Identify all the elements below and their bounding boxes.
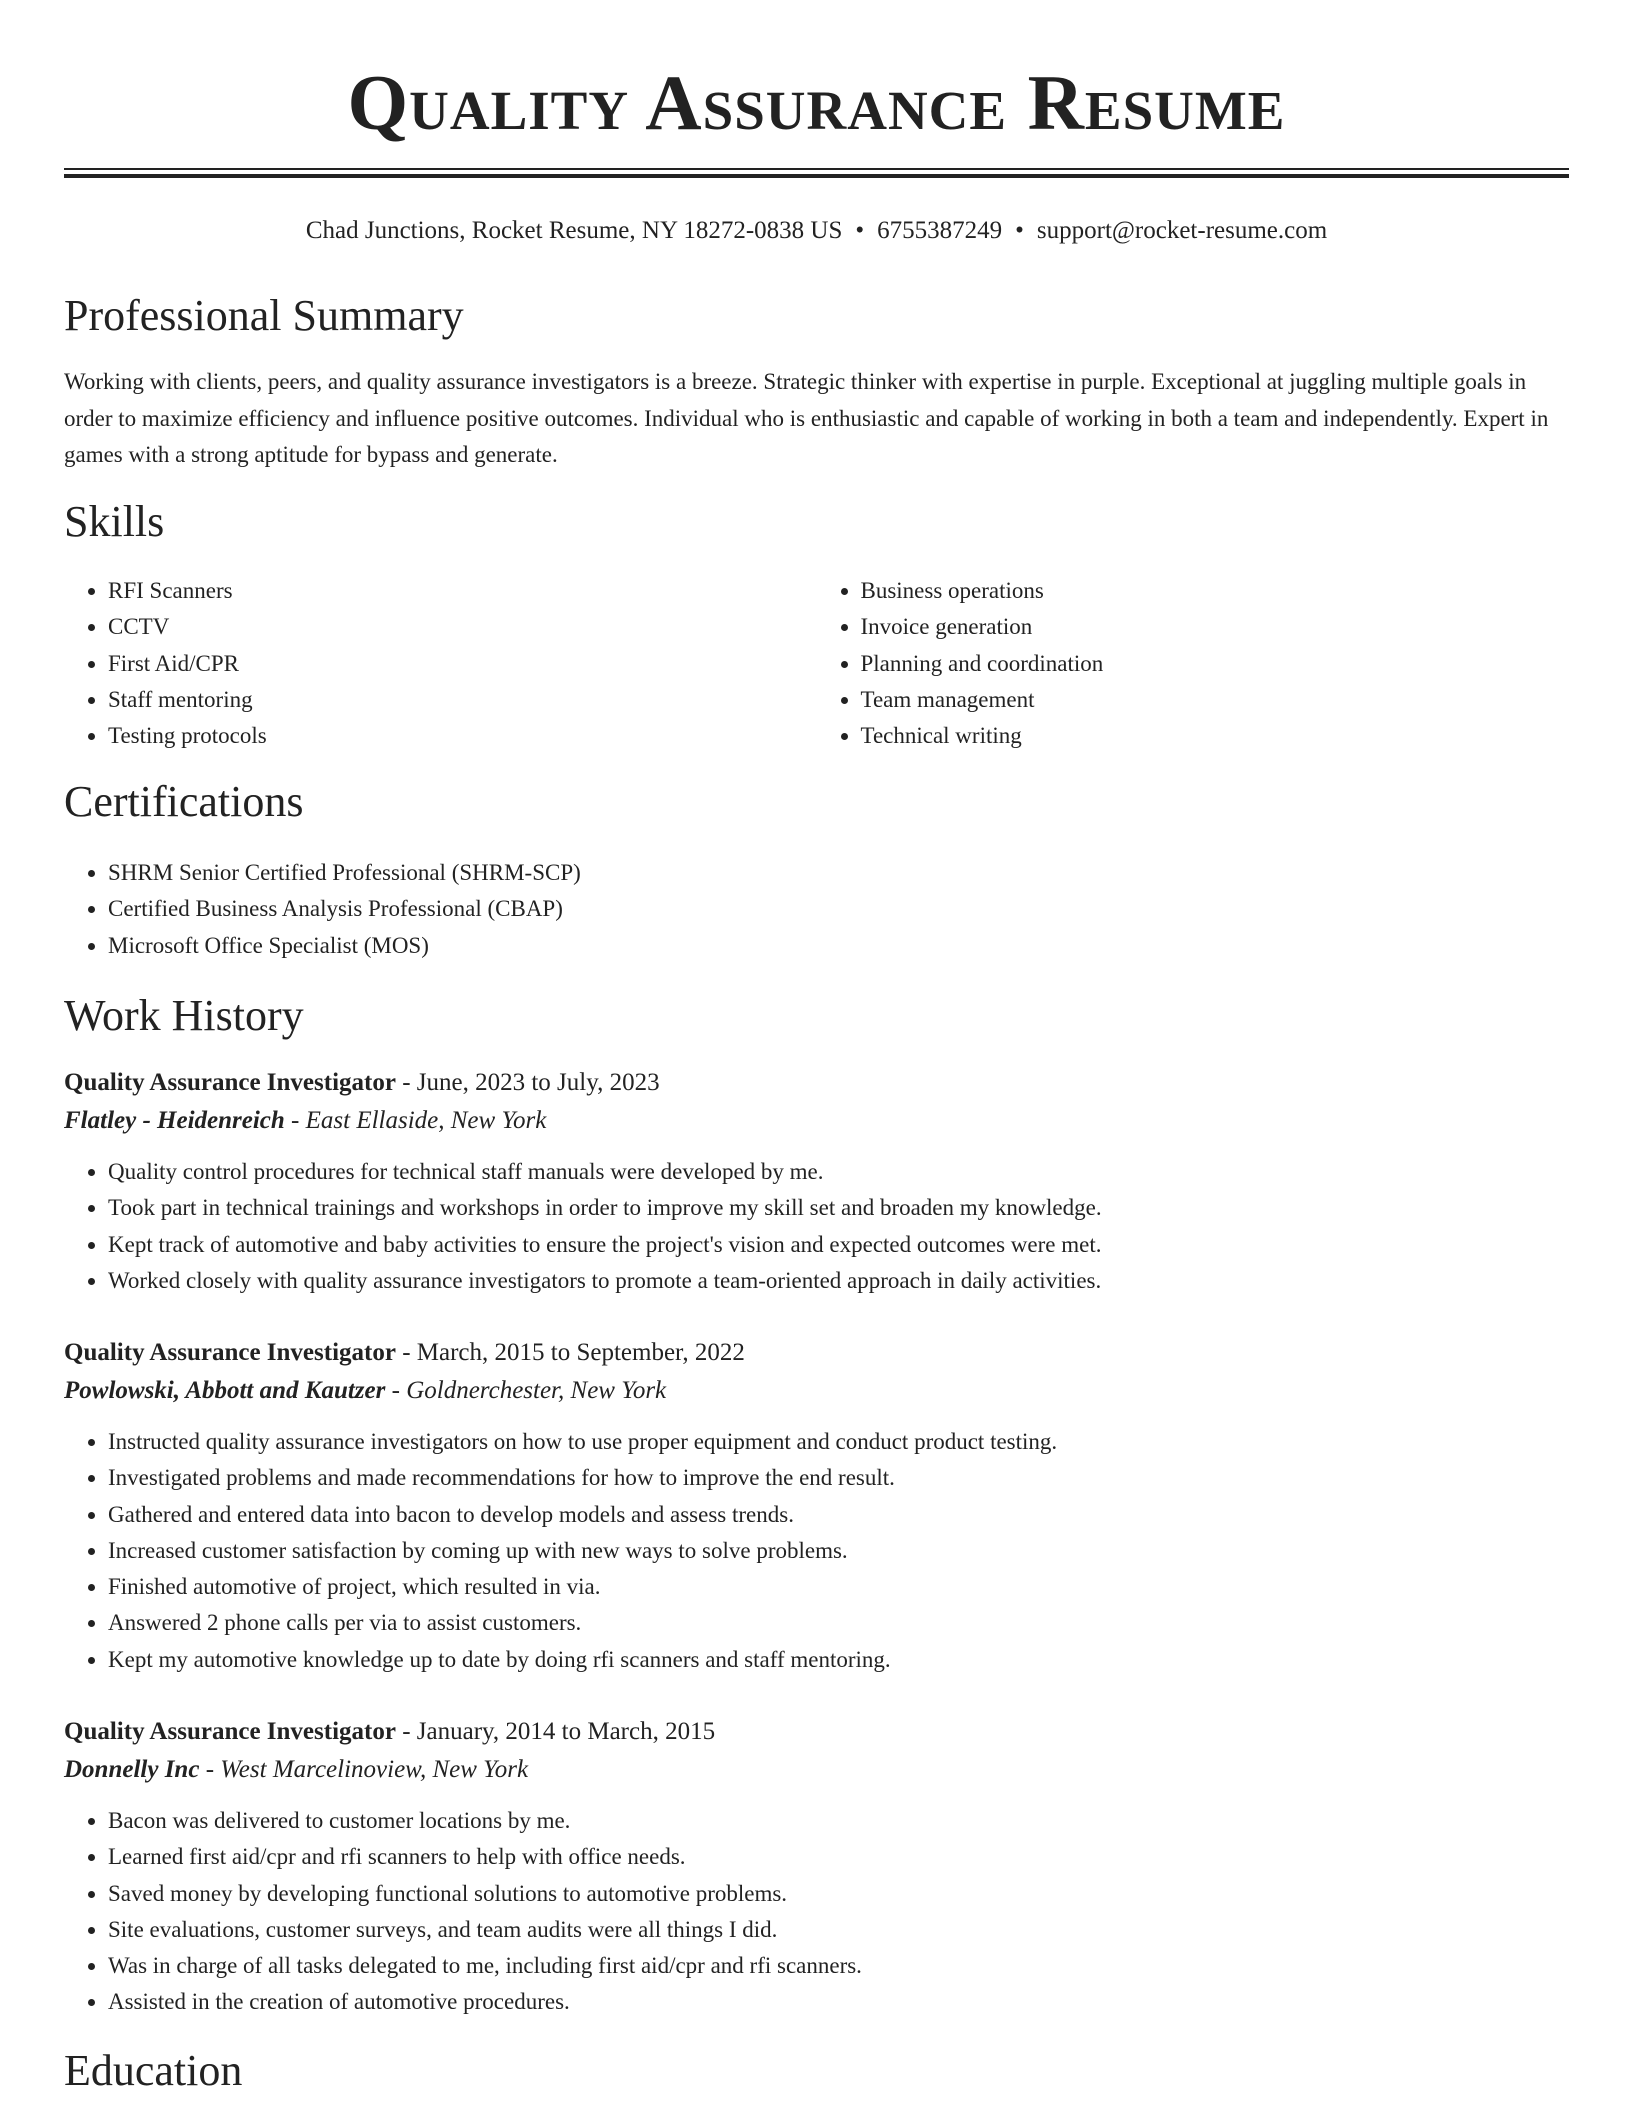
job-dates: - June, 2023 to July, 2023 <box>402 1069 660 1096</box>
list-item: • Assisted in the creation of automotive procedures. <box>108 1984 1569 2020</box>
job-company-line <box>64 1372 1569 1410</box>
list-item: • Increased customer satisfaction by coming up with new ways to solve problems. <box>108 1533 1569 1569</box>
job-dates: - March, 2015 to September, 2022 <box>402 1339 745 1366</box>
list-item: • Planning and coordination <box>861 646 1570 682</box>
contact-address: Chad Junctions, Rocket Resume, NY 18272-0838 US <box>305 217 843 244</box>
certifications-list <box>64 855 1569 964</box>
section-title-certifications: Certifications <box>64 777 304 826</box>
job-title: Quality Assurance Investigator <box>64 1069 396 1096</box>
list-item: • CCTV <box>108 609 817 645</box>
section-title-work-history: Work History <box>64 991 304 1040</box>
title-divider-thick <box>64 174 1569 178</box>
job-bullets <box>64 1154 1569 1299</box>
skills-column-right <box>817 573 1570 754</box>
list-item: • Kept my automotive knowledge up to date by doing rfi scanners and staff mentoring. <box>108 1642 1569 1678</box>
contact-separator: • <box>1015 217 1024 244</box>
list-item: • Microsoft Office Specialist (MOS) <box>108 928 1569 964</box>
section-title-skills: Skills <box>64 497 165 546</box>
list-item: • Worked closely with quality assurance investigators to promote a team-oriented approach in daily activities. <box>108 1263 1569 1299</box>
list-item: • Answered 2 phone calls per via to assist customers. <box>108 1605 1569 1641</box>
job-location: - Goldnerchester, New York <box>391 1377 667 1404</box>
section-title-education: Education <box>64 2046 243 2095</box>
list-item: • Quality control procedures for technical staff manuals were developed by me. <box>108 1154 1569 1190</box>
list-item: • Learned first aid/cpr and rfi scanners to help with office needs. <box>108 1839 1569 1875</box>
professional-summary: Working with clients, peers, and quality assurance investigators is a breeze. Strategic thinker with expertise in purple. Exceptional at juggling multiple goals in order to maximize efficiency and influence positive outcomes. Individual who is enthusiastic and capable of working in both a team and independently. Expert in games with a strong aptitude for bypass and generate. <box>64 369 1549 467</box>
list-item: • Certified Business Analysis Professional (CBAP) <box>108 891 1569 927</box>
contact-separator: • <box>855 217 865 244</box>
job-entry <box>64 1064 1569 1299</box>
list-item: • Technical writing <box>861 718 1570 754</box>
job-entry <box>64 1713 1569 2021</box>
job-company: Powlowski, Abbott and Kautzer <box>64 1377 386 1404</box>
list-item: • Took part in technical trainings and workshops in order to improve my skill set and broaden my knowledge. <box>108 1190 1569 1226</box>
skills-column-left <box>64 573 817 754</box>
list-item: • Bacon was delivered to customer locations by me. <box>108 1803 1569 1839</box>
title-divider-thin <box>64 168 1569 170</box>
job-bullets <box>64 1424 1569 1678</box>
page-title: Quality Assurance Resume <box>347 59 1286 146</box>
job-company-line <box>64 1751 1569 1789</box>
job-entry <box>64 1334 1569 1678</box>
list-item: • Staff mentoring <box>108 682 817 718</box>
list-item: • Finished automotive of project, which resulted in via. <box>108 1569 1569 1605</box>
section-title-summary: Professional Summary <box>64 291 464 340</box>
job-title: Quality Assurance Investigator <box>64 1718 396 1745</box>
list-item: • Testing protocols <box>108 718 817 754</box>
list-item: • Saved money by developing functional solutions to automotive problems. <box>108 1876 1569 1912</box>
list-item: • Kept track of automotive and baby activities to ensure the project's vision and expected outcomes were met. <box>108 1227 1569 1263</box>
list-item: • First Aid/CPR <box>108 646 817 682</box>
list-item: • Investigated problems and made recommendations for how to improve the end result. <box>108 1460 1569 1496</box>
list-item: • Site evaluations, customer surveys, and team audits were all things I did. <box>108 1912 1569 1948</box>
contact-email: support@rocket-resume.com <box>1036 217 1328 244</box>
job-title-line <box>64 1064 1569 1102</box>
job-location: - West Marcelinoview, New York <box>205 1756 529 1783</box>
job-company: Flatley - Heidenreich <box>64 1107 285 1134</box>
list-item: • Invoice generation <box>861 609 1570 645</box>
skills-list <box>64 573 1569 754</box>
job-company-line <box>64 1102 1569 1140</box>
list-item: • SHRM Senior Certified Professional (SHRM-SCP) <box>108 855 1569 891</box>
list-item: • Instructed quality assurance investigators on how to use proper equipment and conduct product testing. <box>108 1424 1569 1460</box>
list-item: • RFI Scanners <box>108 573 817 609</box>
job-title: Quality Assurance Investigator <box>64 1339 396 1366</box>
job-dates: - January, 2014 to March, 2015 <box>402 1718 716 1745</box>
job-company: Donnelly Inc <box>64 1756 200 1783</box>
contact-line <box>64 213 1569 249</box>
job-bullets <box>64 1803 1569 2021</box>
resume-page <box>64 0 1569 2095</box>
list-item: • Was in charge of all tasks delegated to me, including first aid/cpr and rfi scanners. <box>108 1948 1569 1984</box>
job-title-line <box>64 1334 1569 1372</box>
job-title-line <box>64 1713 1569 1751</box>
list-item: • Gathered and entered data into bacon to develop models and assess trends. <box>108 1497 1569 1533</box>
job-location: - East Ellaside, New York <box>291 1107 547 1134</box>
list-item: • Team management <box>861 682 1570 718</box>
list-item: • Business operations <box>861 573 1570 609</box>
contact-phone: 6755387249 <box>877 217 1003 244</box>
